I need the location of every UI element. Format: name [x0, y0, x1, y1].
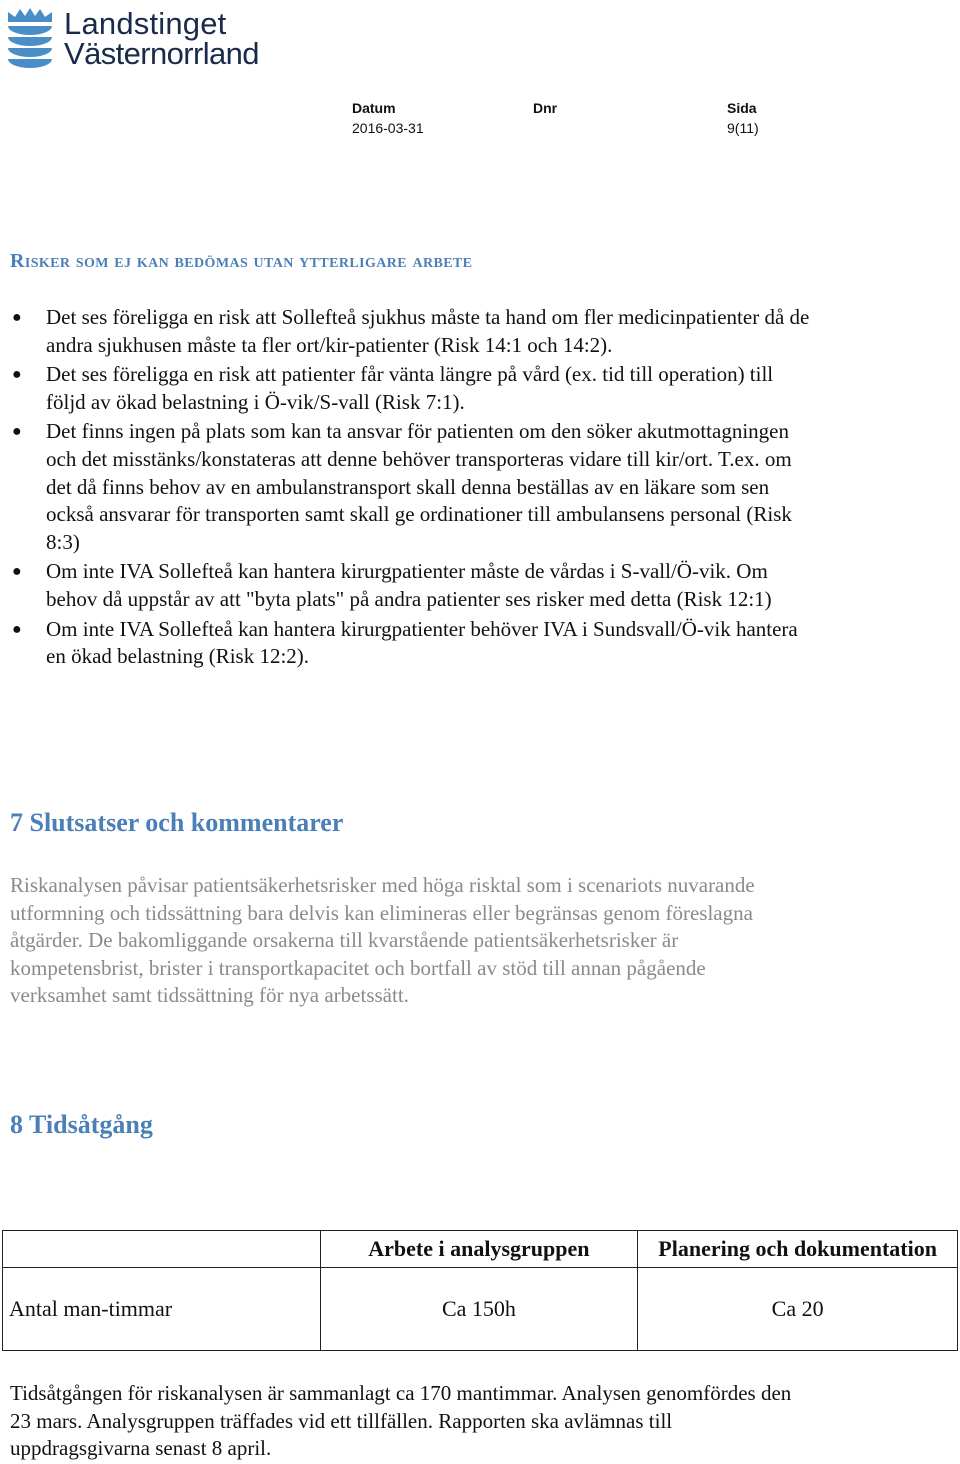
meta-date	[352, 98, 424, 138]
bullet-icon: ●	[12, 563, 22, 581]
page-value: 9(11)	[727, 120, 759, 136]
risk-item-text: Det finns ingen på plats som kan ta ansvar för patienten om den söker akutmottagningen och det misstänks/konstateras att denne behöver transporteras vidare till kir/ort. T.ex. om det då finns behov av en ambulanstransport skall denna beställas av en läkare som sen också ansvarar för transporten samt skall ge ordinationer till ambulansens personal (Risk 8:3)	[46, 419, 792, 554]
table-cell: Ca 20	[638, 1268, 958, 1351]
meta-page	[727, 98, 759, 138]
logo-wordmark	[64, 6, 259, 71]
table-cell: Antal man-timmar	[3, 1268, 321, 1351]
bullet-icon: ●	[12, 309, 22, 326]
time-table	[2, 1230, 958, 1351]
risks-heading: Risker som ej kan bedömas utan ytterligare arbete	[10, 250, 473, 272]
bullet-icon: ●	[12, 620, 22, 638]
list-item	[10, 361, 810, 416]
logo-line-1: Landstinget	[64, 6, 227, 41]
date-value: 2016-03-31	[352, 120, 424, 136]
section-8-text: Tidsåtgången för riskanalysen är sammanlagt ca 170 mantimmar. Analysen genomfördes den 23 mars. Analysgruppen träffades vid ett tillfällen. Rapporten ska avlämnas till uppdragsgivarna senast 8 april.	[10, 1381, 792, 1461]
table-header-cell	[3, 1231, 321, 1268]
table-header-cell: Planering och dokumentation	[638, 1231, 958, 1268]
risk-item-text: Om inte IVA Sollefteå kan hantera kirurgpatienter måste de vårdas i S-vall/Ö-vik. Om behov då uppstår av att "byta plats" på andra patienter ses risker med detta (Risk 12:1)	[46, 559, 772, 611]
table-header-row	[3, 1231, 958, 1268]
risk-list	[10, 304, 810, 673]
logo-line-2: Västernorrland	[64, 36, 259, 71]
table-cell: Ca 150h	[320, 1268, 638, 1351]
risk-item-text: Det ses föreligga en risk att Sollefteå sjukhus måste ta hand om fler medicinpatienter då de andra sjukhusen måste ta fler ort/kir-patienter (Risk 14:1 och 14:2).	[46, 305, 810, 357]
section-8-heading: 8 Tidsåtgång	[10, 1110, 153, 1139]
logo-crown-wave-icon	[8, 8, 52, 70]
list-item	[10, 418, 810, 556]
section-7-text: Riskanalysen påvisar patientsäkerhetsrisker med höga risktal som i scenariots nuvarande utformning och tidssättning bara delvis kan elimineras eller begränsas genom föreslagna åtgärder. De bakomliggande orsakerna till kvarstående patientsäkerhetsrisker är kompetensbrist, brister i transportkapacitet och bortfall av stöd till annan pågående verksamhet samt tidssättning för nya arbetssätt.	[10, 873, 755, 1008]
organization-logo	[8, 6, 280, 72]
risk-item-text: Om inte IVA Sollefteå kan hantera kirurgpatienter behöver IVA i Sundsvall/Ö-vik hantera en ökad belastning (Risk 12:2).	[46, 616, 798, 669]
bullet-icon: ●	[12, 423, 22, 441]
list-item	[10, 558, 810, 613]
risk-item-text: Det ses föreligga en risk att patienter får vänta längre på vård (ex. tid till operation) till följd av ökad belastning i Ö-vik/S-vall (Risk 7:1).	[46, 362, 774, 414]
meta-dnr	[533, 98, 557, 118]
table-row	[3, 1268, 958, 1351]
crown-icon	[8, 8, 52, 22]
list-item	[10, 616, 810, 671]
bullet-icon: ●	[12, 366, 22, 384]
table-header-cell: Arbete i analysgruppen	[320, 1231, 638, 1268]
list-item	[10, 304, 810, 359]
section-7-heading: 7 Slutsatser och kommentarer	[10, 808, 344, 837]
page-label: Sida	[727, 100, 757, 116]
date-label: Datum	[352, 100, 396, 116]
dnr-label: Dnr	[533, 100, 558, 116]
